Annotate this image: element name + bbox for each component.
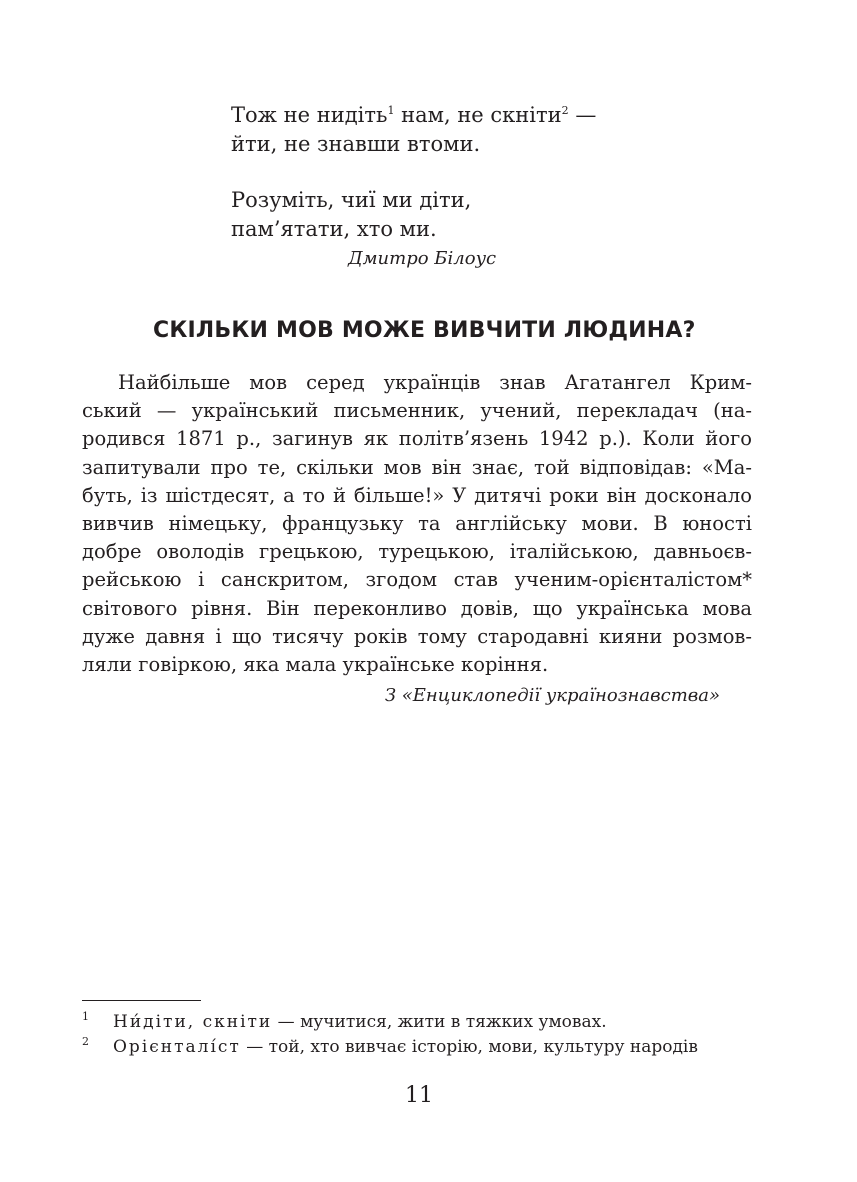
- footnote-2-text: — той, хто вивчає історію, мови, культуру народів: [240, 1037, 698, 1057]
- paragraph-line: ський — український письменник, учений, перекладач (на-: [82, 399, 752, 423]
- paragraph-line: ляли говіркою, яка мала українське коріння.: [82, 653, 549, 677]
- footnote-2-term: Орієнталі́ст: [113, 1037, 241, 1057]
- footnote-2-number: 2: [82, 1035, 89, 1048]
- poem-line-1: [231, 101, 651, 130]
- paragraph-line: вивчив німецьку, французьку та англійську мови. В юності: [82, 512, 752, 536]
- source-citation: З «Енциклопедії українознавства»: [384, 685, 720, 706]
- article-paragraph: [82, 369, 752, 679]
- footnote-2: [82, 1035, 698, 1057]
- footnote-ref-2: 2: [561, 104, 569, 117]
- footnote-1-term: Ни́діти, скніти: [113, 1012, 273, 1032]
- paragraph-line: світового рівня. Він переконливо довів, що українська мова: [82, 596, 752, 620]
- poem: [231, 101, 651, 244]
- poem-author: Дмитро Білоус: [348, 248, 497, 269]
- paragraph-line: добре оволодів грецькою, турецькою, італійською, давньоєв-: [82, 540, 752, 564]
- paragraph-line: Найбільше мов серед українців знав Агатангел Крим-: [118, 371, 752, 394]
- page-number: 11: [405, 1083, 433, 1108]
- paragraph-line: рейською і санскритом, згодом став ученим-орієнталістом*: [82, 568, 752, 592]
- footnote-divider: [82, 1000, 201, 1001]
- footnote-1-text: — мучитися, жити в тяжких умовах.: [272, 1012, 607, 1032]
- paragraph-line: дуже давня і що тисячу років тому стародавні кияни розмов-: [82, 624, 752, 648]
- footnote-1-number: 1: [82, 1010, 89, 1023]
- poem-line-3: Розуміть, чиї ми діти,: [231, 188, 472, 212]
- footnote-1: [82, 1010, 607, 1032]
- poem-line-1-part-c: —: [568, 103, 597, 127]
- paragraph-line: запитували про те, скільки мов він знає, той відповідав: «Ма-: [82, 455, 752, 479]
- poem-line-2: йти, не знавши втоми.: [231, 132, 481, 156]
- footnote-ref-1: 1: [387, 104, 395, 117]
- poem-line-4: пам’ятати, хто ми.: [231, 217, 437, 241]
- section-title: СКІЛЬКИ МОВ МОЖЕ ВИВЧИТИ ЛЮДИНА?: [153, 318, 696, 343]
- paragraph-line: буть, із шістдесят, а то й більше!» У дитячі роки він досконало: [82, 483, 752, 507]
- paragraph-line: родився 1871 р., загинув як політв’язень 1942 р.). Коли його: [82, 427, 752, 451]
- poem-line-1-part-b: нам, не скніти: [394, 103, 562, 127]
- poem-line-1-part-a: Тож не нидіть: [231, 103, 388, 127]
